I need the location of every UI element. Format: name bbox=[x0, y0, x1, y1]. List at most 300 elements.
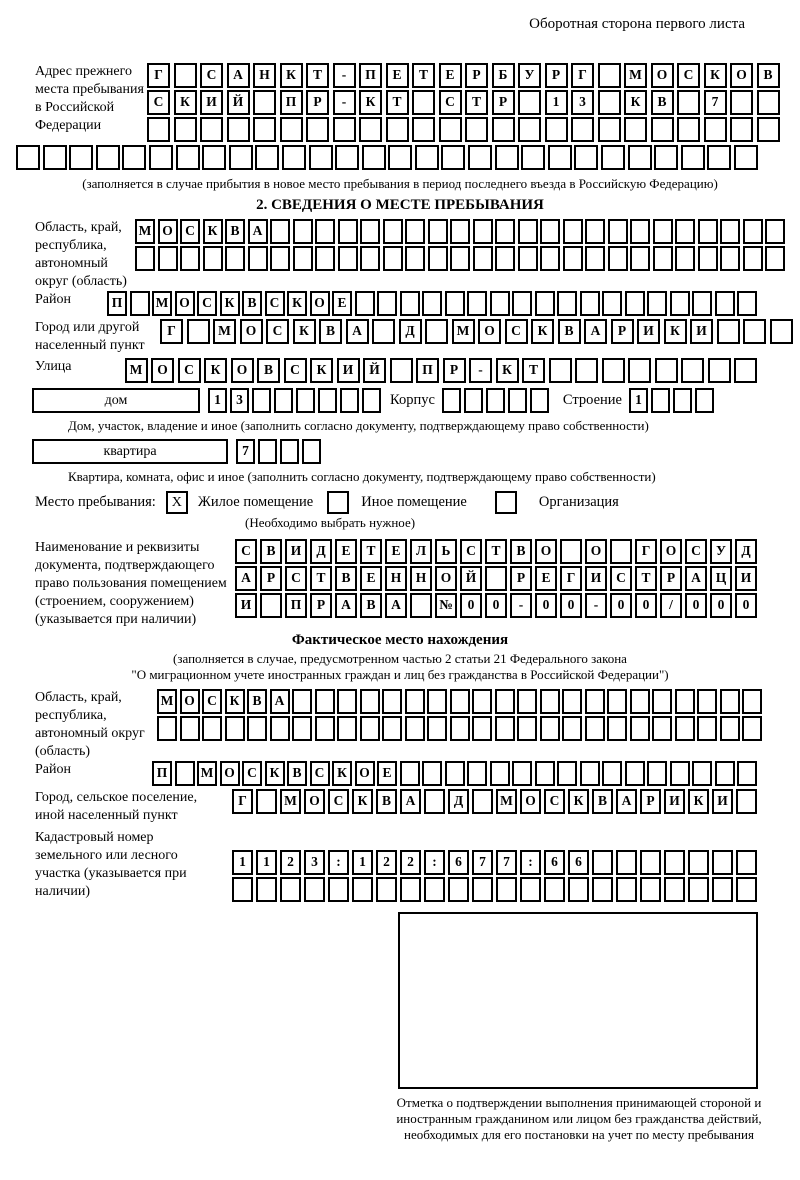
char-cell[interactable]: В bbox=[360, 593, 382, 618]
char-cell[interactable] bbox=[292, 689, 312, 714]
char-cell[interactable] bbox=[535, 761, 555, 786]
char-cell[interactable] bbox=[730, 90, 753, 115]
char-cell[interactable] bbox=[157, 716, 177, 741]
char-cell[interactable]: Е bbox=[377, 761, 397, 786]
char-cell[interactable] bbox=[486, 388, 505, 413]
char-cell[interactable] bbox=[742, 716, 762, 741]
char-cell[interactable]: 0 bbox=[560, 593, 582, 618]
char-cell[interactable]: 6 bbox=[568, 850, 589, 875]
char-cell[interactable] bbox=[464, 388, 483, 413]
char-cell[interactable] bbox=[328, 877, 349, 902]
char-cell[interactable]: О bbox=[585, 539, 607, 564]
char-cell[interactable] bbox=[175, 761, 195, 786]
char-cell[interactable]: У bbox=[710, 539, 732, 564]
char-cell[interactable]: В bbox=[651, 90, 674, 115]
char-cell[interactable]: К bbox=[204, 358, 227, 383]
char-cell[interactable] bbox=[135, 246, 155, 271]
char-cell[interactable] bbox=[149, 145, 173, 170]
char-cell[interactable] bbox=[688, 877, 709, 902]
char-cell[interactable] bbox=[628, 145, 652, 170]
char-cell[interactable] bbox=[496, 877, 517, 902]
char-cell[interactable] bbox=[540, 689, 560, 714]
char-cell[interactable] bbox=[225, 246, 245, 271]
char-cell[interactable]: Д bbox=[310, 539, 332, 564]
char-cell[interactable] bbox=[280, 117, 303, 142]
char-cell[interactable] bbox=[512, 291, 532, 316]
char-cell[interactable]: А bbox=[346, 319, 369, 344]
char-cell[interactable]: М bbox=[152, 291, 172, 316]
char-cell[interactable] bbox=[707, 145, 731, 170]
char-cell[interactable] bbox=[270, 246, 290, 271]
char-cell[interactable]: Т bbox=[306, 63, 329, 88]
char-cell[interactable]: 0 bbox=[460, 593, 482, 618]
char-cell[interactable] bbox=[227, 117, 250, 142]
char-cell[interactable] bbox=[490, 761, 510, 786]
char-cell[interactable]: М bbox=[280, 789, 301, 814]
char-cell[interactable] bbox=[704, 117, 727, 142]
char-cell[interactable] bbox=[715, 291, 735, 316]
char-cell[interactable] bbox=[692, 761, 712, 786]
char-cell[interactable] bbox=[400, 877, 421, 902]
char-cell[interactable]: К bbox=[664, 319, 687, 344]
stay-residential-checkbox[interactable]: X bbox=[166, 491, 188, 514]
char-cell[interactable] bbox=[16, 145, 40, 170]
char-cell[interactable]: О bbox=[158, 219, 178, 244]
char-cell[interactable] bbox=[495, 716, 515, 741]
char-cell[interactable]: С bbox=[677, 63, 700, 88]
char-cell[interactable]: И bbox=[735, 566, 757, 591]
char-cell[interactable] bbox=[518, 219, 538, 244]
char-cell[interactable] bbox=[737, 761, 757, 786]
char-cell[interactable]: 1 bbox=[352, 850, 373, 875]
char-cell[interactable]: 7 bbox=[236, 439, 255, 464]
char-cell[interactable] bbox=[405, 689, 425, 714]
char-cell[interactable]: К bbox=[287, 291, 307, 316]
char-cell[interactable]: 1 bbox=[208, 388, 227, 413]
char-cell[interactable] bbox=[405, 219, 425, 244]
char-cell[interactable] bbox=[282, 145, 306, 170]
char-cell[interactable]: С bbox=[266, 319, 289, 344]
char-cell[interactable]: Т bbox=[386, 90, 409, 115]
char-cell[interactable] bbox=[247, 716, 267, 741]
char-cell[interactable]: К bbox=[220, 291, 240, 316]
char-cell[interactable]: К bbox=[265, 761, 285, 786]
char-cell[interactable] bbox=[607, 689, 627, 714]
char-cell[interactable] bbox=[717, 319, 740, 344]
char-cell[interactable] bbox=[580, 761, 600, 786]
char-cell[interactable] bbox=[473, 246, 493, 271]
char-cell[interactable] bbox=[675, 246, 695, 271]
char-cell[interactable]: Т bbox=[360, 539, 382, 564]
char-cell[interactable]: О bbox=[220, 761, 240, 786]
char-cell[interactable]: С bbox=[147, 90, 170, 115]
char-cell[interactable] bbox=[383, 219, 403, 244]
char-cell[interactable] bbox=[548, 145, 572, 170]
char-cell[interactable] bbox=[337, 689, 357, 714]
char-cell[interactable]: А bbox=[335, 593, 357, 618]
char-cell[interactable] bbox=[280, 439, 299, 464]
char-cell[interactable] bbox=[592, 877, 613, 902]
char-cell[interactable] bbox=[695, 388, 714, 413]
char-cell[interactable] bbox=[442, 388, 461, 413]
char-cell[interactable] bbox=[405, 246, 425, 271]
char-cell[interactable]: Р bbox=[306, 90, 329, 115]
char-cell[interactable]: М bbox=[125, 358, 148, 383]
char-cell[interactable] bbox=[274, 388, 293, 413]
char-cell[interactable] bbox=[720, 716, 740, 741]
char-cell[interactable] bbox=[424, 789, 445, 814]
char-cell[interactable]: Р bbox=[260, 566, 282, 591]
char-cell[interactable] bbox=[598, 117, 621, 142]
char-cell[interactable]: О bbox=[435, 566, 457, 591]
char-cell[interactable] bbox=[427, 716, 447, 741]
char-cell[interactable]: Й bbox=[227, 90, 250, 115]
char-cell[interactable]: Р bbox=[510, 566, 532, 591]
char-cell[interactable] bbox=[450, 219, 470, 244]
char-cell[interactable]: С bbox=[460, 539, 482, 564]
char-cell[interactable] bbox=[203, 246, 223, 271]
char-cell[interactable] bbox=[467, 291, 487, 316]
char-cell[interactable]: К bbox=[704, 63, 727, 88]
char-cell[interactable] bbox=[485, 566, 507, 591]
char-cell[interactable]: В bbox=[260, 539, 282, 564]
char-cell[interactable] bbox=[571, 117, 594, 142]
char-cell[interactable]: - bbox=[333, 90, 356, 115]
char-cell[interactable] bbox=[647, 761, 667, 786]
char-cell[interactable] bbox=[540, 246, 560, 271]
char-cell[interactable] bbox=[692, 291, 712, 316]
char-cell[interactable]: О bbox=[478, 319, 501, 344]
char-cell[interactable] bbox=[280, 877, 301, 902]
char-cell[interactable]: - bbox=[469, 358, 492, 383]
char-cell[interactable] bbox=[708, 358, 731, 383]
char-cell[interactable] bbox=[734, 358, 757, 383]
char-cell[interactable]: А bbox=[248, 219, 268, 244]
char-cell[interactable] bbox=[720, 689, 740, 714]
char-cell[interactable]: С bbox=[197, 291, 217, 316]
char-cell[interactable] bbox=[673, 388, 692, 413]
char-cell[interactable] bbox=[698, 246, 718, 271]
char-cell[interactable] bbox=[174, 117, 197, 142]
char-cell[interactable]: М bbox=[624, 63, 647, 88]
char-cell[interactable]: К bbox=[359, 90, 382, 115]
char-cell[interactable]: 2 bbox=[376, 850, 397, 875]
char-cell[interactable] bbox=[580, 291, 600, 316]
char-cell[interactable]: 1 bbox=[545, 90, 568, 115]
char-cell[interactable] bbox=[625, 761, 645, 786]
char-cell[interactable] bbox=[130, 291, 150, 316]
char-cell[interactable] bbox=[180, 716, 200, 741]
char-cell[interactable]: : bbox=[328, 850, 349, 875]
char-cell[interactable]: С bbox=[310, 761, 330, 786]
char-cell[interactable] bbox=[654, 145, 678, 170]
char-cell[interactable]: Е bbox=[385, 539, 407, 564]
char-cell[interactable] bbox=[765, 219, 785, 244]
char-cell[interactable] bbox=[270, 716, 290, 741]
char-cell[interactable] bbox=[352, 877, 373, 902]
char-cell[interactable]: Р bbox=[465, 63, 488, 88]
char-cell[interactable]: К bbox=[174, 90, 197, 115]
char-cell[interactable]: В bbox=[319, 319, 342, 344]
char-cell[interactable]: Е bbox=[439, 63, 462, 88]
char-cell[interactable] bbox=[563, 219, 583, 244]
char-cell[interactable] bbox=[557, 761, 577, 786]
char-cell[interactable]: Т bbox=[635, 566, 657, 591]
apartment-type-field[interactable]: квартира bbox=[32, 439, 228, 464]
char-cell[interactable] bbox=[518, 117, 541, 142]
char-cell[interactable]: Н bbox=[410, 566, 432, 591]
char-cell[interactable] bbox=[647, 291, 667, 316]
char-cell[interactable] bbox=[757, 90, 780, 115]
char-cell[interactable] bbox=[743, 219, 763, 244]
char-cell[interactable] bbox=[382, 716, 402, 741]
char-cell[interactable] bbox=[450, 246, 470, 271]
char-cell[interactable] bbox=[256, 877, 277, 902]
char-cell[interactable] bbox=[335, 145, 359, 170]
char-cell[interactable]: Ь bbox=[435, 539, 457, 564]
char-cell[interactable]: В bbox=[376, 789, 397, 814]
char-cell[interactable] bbox=[225, 716, 245, 741]
char-cell[interactable] bbox=[338, 246, 358, 271]
char-cell[interactable] bbox=[520, 877, 541, 902]
char-cell[interactable]: 1 bbox=[232, 850, 253, 875]
char-cell[interactable]: П bbox=[280, 90, 303, 115]
char-cell[interactable]: Р bbox=[640, 789, 661, 814]
char-cell[interactable] bbox=[602, 358, 625, 383]
char-cell[interactable]: К bbox=[624, 90, 647, 115]
char-cell[interactable]: Г bbox=[571, 63, 594, 88]
char-cell[interactable]: С bbox=[544, 789, 565, 814]
char-cell[interactable]: 6 bbox=[448, 850, 469, 875]
char-cell[interactable]: 6 bbox=[544, 850, 565, 875]
char-cell[interactable] bbox=[450, 716, 470, 741]
char-cell[interactable] bbox=[260, 593, 282, 618]
char-cell[interactable] bbox=[562, 716, 582, 741]
char-cell[interactable] bbox=[574, 145, 598, 170]
char-cell[interactable] bbox=[200, 117, 223, 142]
char-cell[interactable] bbox=[296, 388, 315, 413]
char-cell[interactable]: В bbox=[558, 319, 581, 344]
char-cell[interactable] bbox=[315, 219, 335, 244]
char-cell[interactable] bbox=[670, 291, 690, 316]
char-cell[interactable] bbox=[653, 246, 673, 271]
char-cell[interactable] bbox=[585, 219, 605, 244]
char-cell[interactable] bbox=[607, 716, 627, 741]
char-cell[interactable]: А bbox=[685, 566, 707, 591]
char-cell[interactable] bbox=[425, 319, 448, 344]
char-cell[interactable]: Г bbox=[560, 566, 582, 591]
char-cell[interactable]: Г bbox=[232, 789, 253, 814]
char-cell[interactable] bbox=[360, 689, 380, 714]
char-cell[interactable] bbox=[467, 761, 487, 786]
char-cell[interactable]: С bbox=[202, 689, 222, 714]
char-cell[interactable] bbox=[736, 850, 757, 875]
char-cell[interactable]: А bbox=[227, 63, 250, 88]
char-cell[interactable] bbox=[180, 246, 200, 271]
char-cell[interactable]: 0 bbox=[485, 593, 507, 618]
char-cell[interactable] bbox=[428, 246, 448, 271]
char-cell[interactable] bbox=[640, 877, 661, 902]
char-cell[interactable] bbox=[585, 716, 605, 741]
char-cell[interactable]: Й bbox=[363, 358, 386, 383]
char-cell[interactable] bbox=[253, 117, 276, 142]
char-cell[interactable]: К bbox=[688, 789, 709, 814]
char-cell[interactable] bbox=[202, 716, 222, 741]
char-cell[interactable]: А bbox=[235, 566, 257, 591]
char-cell[interactable] bbox=[43, 145, 67, 170]
char-cell[interactable] bbox=[360, 246, 380, 271]
char-cell[interactable]: И bbox=[712, 789, 733, 814]
char-cell[interactable]: К bbox=[203, 219, 223, 244]
char-cell[interactable] bbox=[517, 716, 537, 741]
char-cell[interactable] bbox=[592, 850, 613, 875]
char-cell[interactable]: В bbox=[225, 219, 245, 244]
char-cell[interactable] bbox=[412, 117, 435, 142]
char-cell[interactable] bbox=[602, 761, 622, 786]
char-cell[interactable]: 3 bbox=[230, 388, 249, 413]
char-cell[interactable] bbox=[158, 246, 178, 271]
char-cell[interactable] bbox=[382, 689, 402, 714]
char-cell[interactable]: Т bbox=[485, 539, 507, 564]
char-cell[interactable] bbox=[415, 145, 439, 170]
char-cell[interactable]: В bbox=[242, 291, 262, 316]
char-cell[interactable] bbox=[653, 219, 673, 244]
char-cell[interactable] bbox=[248, 246, 268, 271]
char-cell[interactable] bbox=[664, 850, 685, 875]
char-cell[interactable]: Е bbox=[535, 566, 557, 591]
char-cell[interactable] bbox=[293, 219, 313, 244]
char-cell[interactable] bbox=[624, 117, 647, 142]
char-cell[interactable] bbox=[715, 761, 735, 786]
char-cell[interactable]: М bbox=[452, 319, 475, 344]
char-cell[interactable] bbox=[743, 319, 766, 344]
char-cell[interactable] bbox=[96, 145, 120, 170]
char-cell[interactable]: Р bbox=[660, 566, 682, 591]
char-cell[interactable]: О bbox=[310, 291, 330, 316]
char-cell[interactable]: - bbox=[510, 593, 532, 618]
char-cell[interactable] bbox=[518, 246, 538, 271]
char-cell[interactable] bbox=[495, 246, 515, 271]
char-cell[interactable] bbox=[386, 117, 409, 142]
char-cell[interactable] bbox=[229, 145, 253, 170]
char-cell[interactable] bbox=[390, 358, 413, 383]
char-cell[interactable]: Д bbox=[448, 789, 469, 814]
char-cell[interactable] bbox=[736, 789, 757, 814]
char-cell[interactable] bbox=[492, 117, 515, 142]
house-type-field[interactable]: дом bbox=[32, 388, 200, 413]
char-cell[interactable] bbox=[176, 145, 200, 170]
char-cell[interactable]: П bbox=[359, 63, 382, 88]
char-cell[interactable] bbox=[232, 877, 253, 902]
char-cell[interactable] bbox=[720, 246, 740, 271]
char-cell[interactable]: Г bbox=[147, 63, 170, 88]
char-cell[interactable] bbox=[293, 246, 313, 271]
char-cell[interactable] bbox=[712, 877, 733, 902]
char-cell[interactable]: М bbox=[213, 319, 236, 344]
char-cell[interactable]: Р bbox=[310, 593, 332, 618]
char-cell[interactable] bbox=[512, 761, 532, 786]
char-cell[interactable] bbox=[405, 716, 425, 741]
char-cell[interactable] bbox=[652, 689, 672, 714]
char-cell[interactable]: А bbox=[616, 789, 637, 814]
char-cell[interactable]: А bbox=[584, 319, 607, 344]
char-cell[interactable]: 0 bbox=[535, 593, 557, 618]
char-cell[interactable]: С bbox=[235, 539, 257, 564]
char-cell[interactable] bbox=[69, 145, 93, 170]
char-cell[interactable] bbox=[670, 761, 690, 786]
char-cell[interactable]: О bbox=[730, 63, 753, 88]
char-cell[interactable] bbox=[147, 117, 170, 142]
char-cell[interactable]: О bbox=[660, 539, 682, 564]
char-cell[interactable] bbox=[521, 145, 545, 170]
char-cell[interactable]: К bbox=[531, 319, 554, 344]
char-cell[interactable]: К bbox=[225, 689, 245, 714]
char-cell[interactable] bbox=[473, 219, 493, 244]
char-cell[interactable] bbox=[362, 388, 381, 413]
char-cell[interactable] bbox=[333, 117, 356, 142]
char-cell[interactable]: О bbox=[304, 789, 325, 814]
char-cell[interactable]: М bbox=[135, 219, 155, 244]
char-cell[interactable] bbox=[688, 850, 709, 875]
char-cell[interactable] bbox=[557, 291, 577, 316]
char-cell[interactable]: В bbox=[757, 63, 780, 88]
char-cell[interactable] bbox=[359, 117, 382, 142]
char-cell[interactable] bbox=[472, 877, 493, 902]
char-cell[interactable] bbox=[601, 145, 625, 170]
char-cell[interactable] bbox=[400, 761, 420, 786]
char-cell[interactable]: К bbox=[280, 63, 303, 88]
char-cell[interactable] bbox=[677, 117, 700, 142]
char-cell[interactable]: О bbox=[355, 761, 375, 786]
char-cell[interactable]: 0 bbox=[685, 593, 707, 618]
char-cell[interactable] bbox=[616, 877, 637, 902]
char-cell[interactable] bbox=[544, 877, 565, 902]
char-cell[interactable]: 0 bbox=[635, 593, 657, 618]
char-cell[interactable]: С bbox=[285, 566, 307, 591]
char-cell[interactable] bbox=[664, 877, 685, 902]
char-cell[interactable]: - bbox=[333, 63, 356, 88]
char-cell[interactable] bbox=[640, 850, 661, 875]
char-cell[interactable] bbox=[490, 291, 510, 316]
char-cell[interactable] bbox=[472, 789, 493, 814]
char-cell[interactable]: К bbox=[310, 358, 333, 383]
char-cell[interactable]: В bbox=[335, 566, 357, 591]
char-cell[interactable] bbox=[255, 145, 279, 170]
char-cell[interactable] bbox=[651, 117, 674, 142]
char-cell[interactable]: В bbox=[257, 358, 280, 383]
char-cell[interactable]: 7 bbox=[472, 850, 493, 875]
stay-organization-checkbox[interactable] bbox=[495, 491, 517, 514]
char-cell[interactable] bbox=[712, 850, 733, 875]
char-cell[interactable] bbox=[757, 117, 780, 142]
char-cell[interactable]: Л bbox=[410, 539, 432, 564]
char-cell[interactable] bbox=[652, 716, 672, 741]
char-cell[interactable]: П bbox=[416, 358, 439, 383]
char-cell[interactable]: М bbox=[197, 761, 217, 786]
char-cell[interactable] bbox=[412, 90, 435, 115]
char-cell[interactable] bbox=[270, 219, 290, 244]
char-cell[interactable]: С bbox=[200, 63, 223, 88]
char-cell[interactable] bbox=[549, 358, 572, 383]
char-cell[interactable]: Г bbox=[160, 319, 183, 344]
char-cell[interactable]: И bbox=[664, 789, 685, 814]
char-cell[interactable] bbox=[734, 145, 758, 170]
stay-other-premises-checkbox[interactable] bbox=[327, 491, 349, 514]
char-cell[interactable] bbox=[518, 90, 541, 115]
char-cell[interactable]: М bbox=[157, 689, 177, 714]
char-cell[interactable] bbox=[304, 877, 325, 902]
char-cell[interactable] bbox=[535, 291, 555, 316]
